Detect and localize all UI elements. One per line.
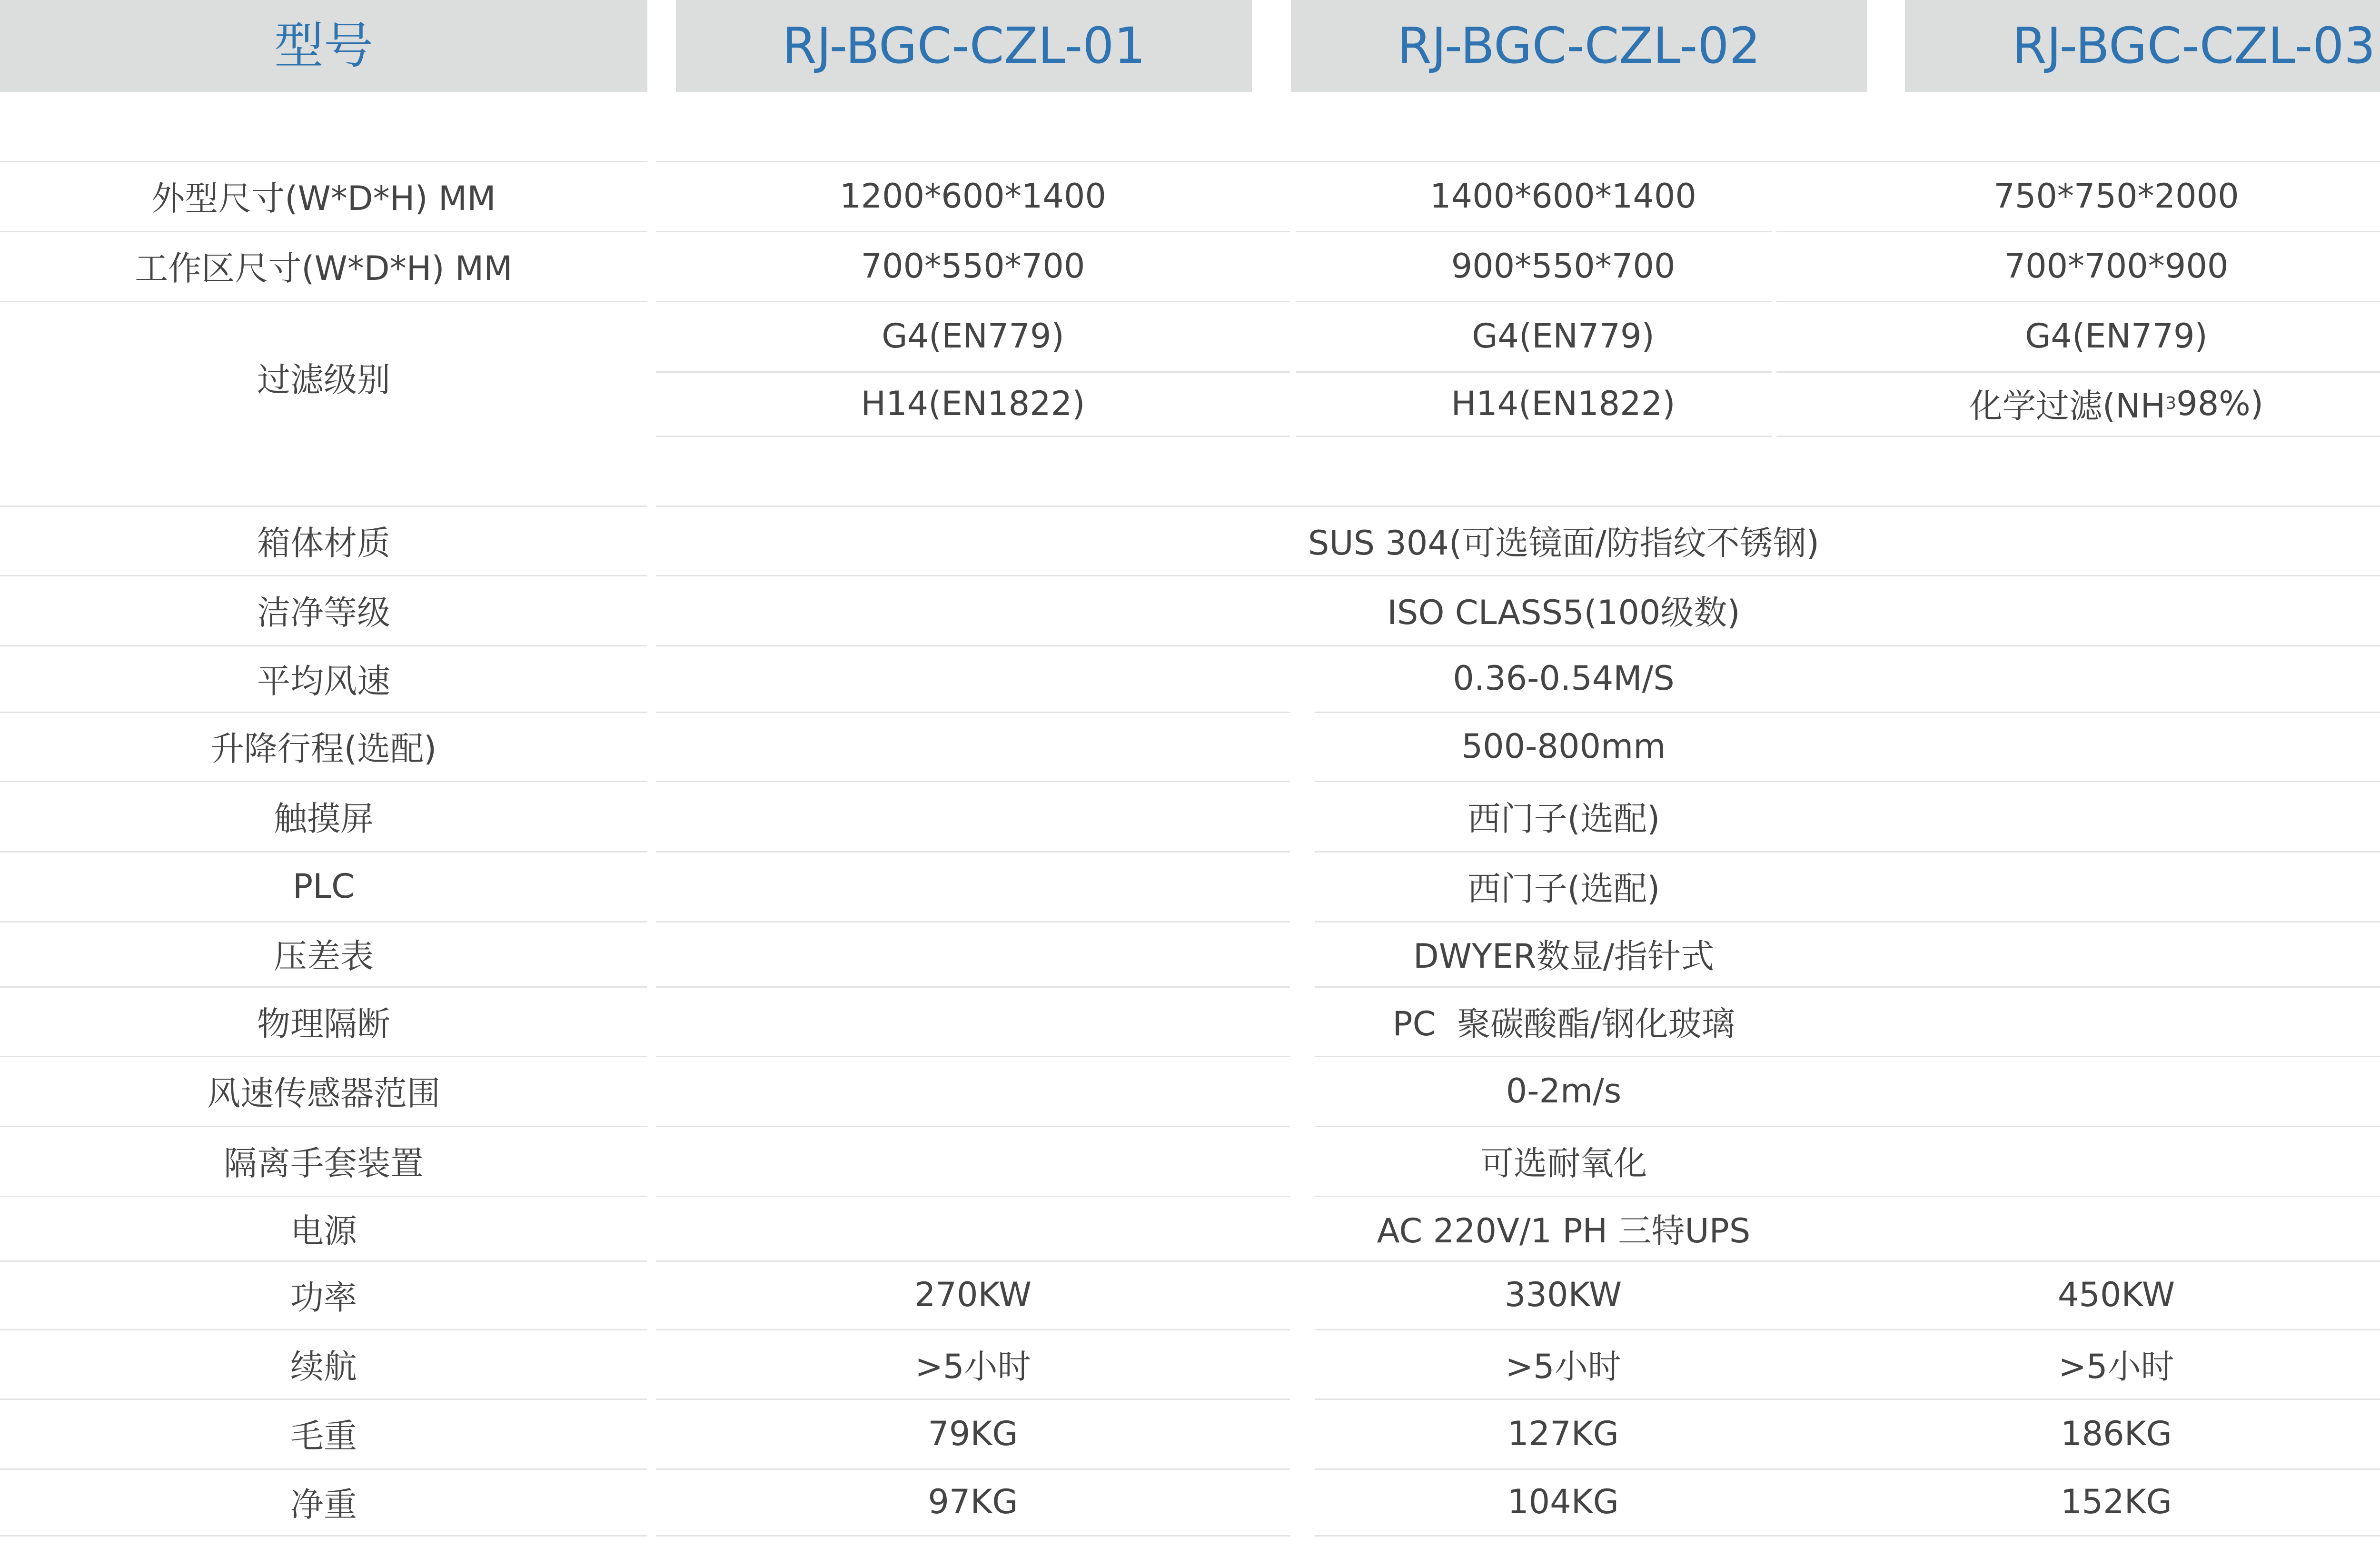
- spec-value-filter-secondary-2: H14(EN1822): [1451, 384, 1676, 423]
- chemical-filter-prefix: 化学过滤(NH: [1969, 387, 2166, 426]
- spec-label-size: 外型尺寸(W*D*H) MM: [151, 179, 496, 218]
- spec-label-power: 功率: [290, 1278, 357, 1317]
- spec-label-material: 箱体材质: [257, 523, 390, 563]
- spec-value-power-3: 450KW: [2057, 1275, 2175, 1314]
- spec-value-work-area-2: 900*550*700: [1451, 246, 1676, 286]
- spec-value-endurance-3: >5小时: [2058, 1347, 2174, 1386]
- row-divider: [1315, 1535, 2380, 1537]
- spec-value-glove: 可选耐氧化: [1480, 1144, 1647, 1183]
- row-divider: [1776, 436, 2380, 437]
- header-model-1: RJ-BGC-CZL-01: [676, 0, 1252, 92]
- spec-value-filter-secondary-1: H14(EN1822): [861, 384, 1085, 423]
- spec-value-net-weight-2: 104KG: [1507, 1482, 1619, 1521]
- spec-value-endurance-1: >5小时: [915, 1347, 1031, 1386]
- spec-label-clean-level: 洁净等级: [257, 593, 390, 632]
- spec-value-filter-primary-2: G4(EN779): [1472, 317, 1655, 356]
- spec-label-glove: 隔离手套装置: [224, 1144, 424, 1183]
- spec-value-gross-weight-3: 186KG: [2061, 1414, 2172, 1453]
- spec-label-air-speed: 平均风速: [257, 661, 390, 701]
- chemical-filter-suffix: 98%): [2176, 384, 2264, 423]
- spec-label-power-supply: 电源: [290, 1211, 357, 1250]
- spec-value-work-area-1: 700*550*700: [861, 246, 1085, 286]
- spec-value-touchscreen: 西门子(选配): [1467, 799, 1660, 838]
- spec-label-touchscreen: 触摸屏: [274, 799, 374, 838]
- row-divider: [656, 436, 1290, 437]
- header-model-3: RJ-BGC-CZL-03: [1905, 0, 2380, 92]
- spec-label-plc: PLC: [292, 866, 355, 906]
- spec-value-net-weight-3: 152KG: [2061, 1482, 2172, 1521]
- spec-value-power-supply: AC 220V/1 PH 三特UPS: [1377, 1211, 1751, 1250]
- row-divider: [1296, 436, 1772, 437]
- spec-label-wind-sensor: 风速传感器范围: [207, 1074, 440, 1113]
- spec-value-endurance-2: >5小时: [1505, 1347, 1621, 1386]
- spec-label-gross-weight: 毛重: [290, 1417, 357, 1456]
- header-model-2: RJ-BGC-CZL-02: [1291, 0, 1867, 92]
- header-model-label: 型号: [0, 0, 647, 92]
- spec-value-filter-primary-1: G4(EN779): [882, 317, 1064, 356]
- spec-value-size-3: 750*750*2000: [1993, 176, 2239, 216]
- spec-value-filter-primary-3: G4(EN779): [2025, 317, 2208, 356]
- row-divider: [0, 1535, 647, 1537]
- chemical-filter-subscript: 3: [2165, 394, 2177, 413]
- spec-label-filter: 过滤级别: [257, 360, 390, 399]
- spec-value-gross-weight-2: 127KG: [1507, 1414, 1619, 1453]
- spec-label-isolation: 物理隔断: [257, 1004, 390, 1043]
- spec-value-work-area-3: 700*700*900: [2004, 246, 2229, 286]
- spec-label-net-weight: 净重: [290, 1485, 357, 1524]
- spec-value-isolation: PC 聚碳酸酯/钢化玻璃: [1392, 1004, 1735, 1043]
- spec-value-air-speed: 0.36-0.54M/S: [1453, 659, 1675, 698]
- spec-value-power-1: 270KW: [914, 1275, 1032, 1314]
- spec-value-clean-level: ISO CLASS5(100级数): [1387, 593, 1740, 632]
- spec-value-power-2: 330KW: [1504, 1275, 1622, 1314]
- spec-value-gross-weight-1: 79KG: [928, 1414, 1018, 1453]
- spec-value-lift-travel: 500-800mm: [1461, 726, 1666, 766]
- spec-value-size-2: 1400*600*1400: [1430, 176, 1696, 216]
- spec-label-work-area: 工作区尺寸(W*D*H) MM: [135, 249, 513, 288]
- spec-value-material: SUS 304(可选镜面/防指纹不锈钢): [1308, 523, 1820, 563]
- spec-value-wind-sensor: 0-2m/s: [1506, 1071, 1622, 1111]
- spec-value-size-1: 1200*600*1400: [840, 176, 1106, 216]
- spec-label-lift-travel: 升降行程(选配): [210, 729, 437, 768]
- spec-value-net-weight-1: 97KG: [928, 1482, 1018, 1521]
- spec-label-endurance: 续航: [290, 1347, 357, 1386]
- spec-label-pressure-gauge: 压差表: [274, 937, 374, 976]
- spec-value-plc: 西门子(选配): [1467, 869, 1660, 908]
- spec-value-filter-secondary-3: [1776, 371, 2380, 436]
- row-divider: [656, 1535, 1290, 1537]
- spec-value-pressure-gauge: DWYER数显/指针式: [1413, 937, 1715, 976]
